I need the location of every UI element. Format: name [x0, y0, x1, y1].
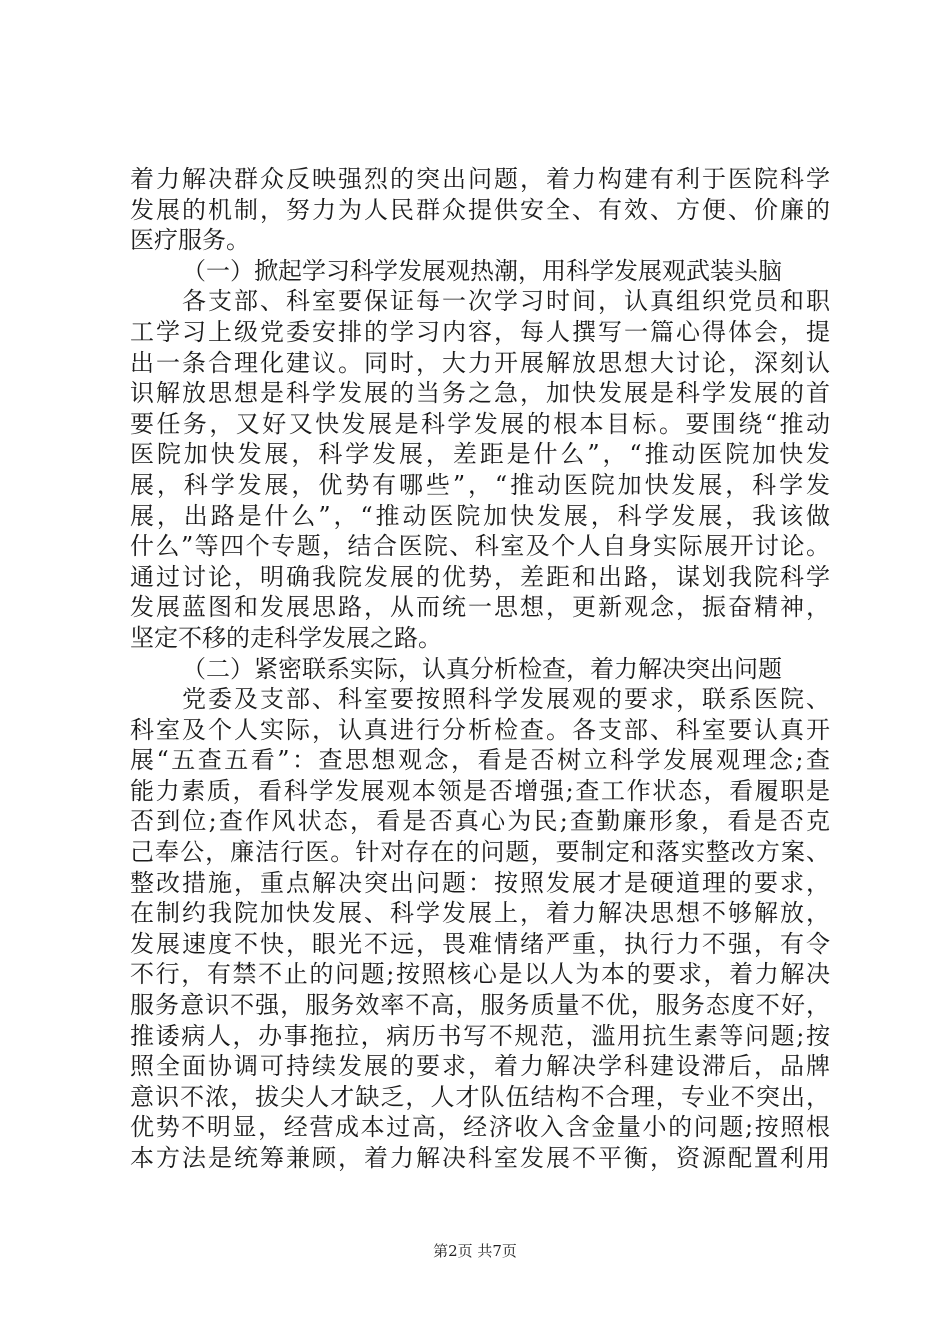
text-line: 发展速度不快，眼光不远，畏难情绪严重，执行力不强，有令 [130, 929, 830, 958]
document-body [130, 164, 830, 1174]
text-line: 照全面协调可持续发展的要求，着力解决学科建设滞后，品牌 [130, 1052, 830, 1081]
text-line: 推诿病人，办事拖拉，病历书写不规范，滥用抗生素等问题;按 [130, 1021, 830, 1050]
text-line: 科室及个人实际，认真进行分析检查。各支部、科室要认真开 [130, 715, 830, 744]
text-line: 医疗服务。 [130, 226, 250, 255]
text-line: 发展蓝图和发展思路，从而统一思想，更新观念，振奋精神， [130, 593, 830, 622]
text-line: 着力解决群众反映强烈的突出问题，着力构建有利于医院科学 [130, 165, 830, 193]
text-line: 各支部、科室要保证每一次学习时间，认真组织党员和职 [182, 287, 830, 316]
text-line: 通过讨论，明确我院发展的优势，差距和出路，谋划我院科学 [130, 562, 830, 591]
text-line: 能力素质，看科学发展观本领是否增强;查工作状态，看履职是 [130, 776, 830, 805]
text-line: 不行，有禁不止的问题;按照核心是以人为本的要求，着力解决 [130, 960, 830, 989]
section-heading: （二）紧密联系实际，认真分析检查，着力解决突出问题 [182, 654, 782, 683]
page-footer: 第2页 共7页 [433, 1242, 517, 1260]
text-line: 否到位;查作风状态，看是否真心为民;查勤廉形象，看是否克 [130, 807, 830, 836]
text-line: 服务意识不强，服务效率不高，服务质量不优，服务态度不好， [130, 991, 830, 1020]
text-line: 发展的机制，努力为人民群众提供安全、有效、方便、价廉的 [130, 195, 830, 224]
text-line: 优势不明显，经营成本过高，经济收入含金量小的问题;按照根 [130, 1113, 830, 1142]
text-line: 展“五查五看”：查思想观念，看是否树立科学发展观理念;查 [130, 746, 830, 775]
text-line: 要任务，又好又快发展是科学发展的根本目标。要围绕“推动 [130, 409, 830, 438]
text-line: 党委及支部、科室要按照科学发展观的要求，联系医院、 [182, 685, 830, 714]
text-line: 识解放思想是科学发展的当务之急，加快发展是科学发展的首 [130, 379, 830, 408]
text-line: 出一条合理化建议。同时，大力开展解放思想大讨论，深刻认 [130, 348, 830, 377]
text-line: 意识不浓，拔尖人才缺乏，人才队伍结构不合理，专业不突出， [130, 1082, 830, 1111]
text-line: 本方法是统筹兼顾，着力解决科室发展不平衡，资源配置利用 [130, 1144, 830, 1172]
text-line: 什么”等四个专题，结合医院、科室及个人自身实际展开讨论。 [130, 532, 830, 561]
section-heading: （一）掀起学习科学发展观热潮，用科学发展观武装头脑 [182, 256, 782, 285]
text-line: 展，科学发展，优势有哪些”，“推动医院加快发展，科学发 [130, 470, 830, 499]
text-line: 整改措施，重点解决突出问题：按照发展才是硬道理的要求， [130, 868, 830, 897]
text-line: 工学习上级党委安排的学习内容，每人撰写一篇心得体会，提 [130, 317, 830, 346]
text-line: 医院加快发展，科学发展，差距是什么”，“推动医院加快发 [130, 440, 830, 469]
text-line: 在制约我院加快发展、科学发展上，着力解决思想不够解放， [130, 899, 830, 928]
text-line: 坚定不移的走科学发展之路。 [130, 623, 442, 652]
text-line: 己奉公，廉洁行医。针对存在的问题，要制定和落实整改方案、 [130, 838, 830, 867]
text-line: 展，出路是什么”，“推动医院加快发展，科学发展，我该做 [130, 501, 830, 530]
